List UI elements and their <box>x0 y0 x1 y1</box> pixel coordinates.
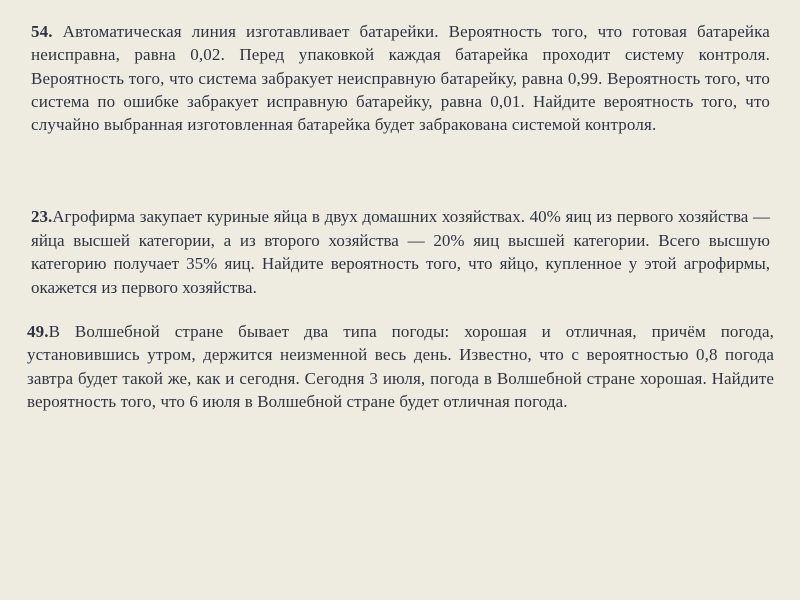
problem-number: 23. <box>31 207 53 226</box>
problem-number: 54. <box>31 22 53 41</box>
problem-text: Агрофирма закупает куриные яйца в двух домашних хозяйствах. 40% яиц из первого хозяйства — яйца высшей категории, а из второго хозяйства — 20% яиц высшей категории. Всего высшую категорию получает 35% яиц. Найдите вероятность того, что яйцо, купленное у этой агрофирмы, окажется из первого хозяйства. <box>31 207 770 297</box>
problem-number: 49. <box>27 322 49 341</box>
problem-54 <box>31 20 770 136</box>
problem-text: В Волшебной стране бывает два типа погоды: хорошая и отличная, причём погода, установившись утром, держится неизменной весь день. Известно, что с вероятностью 0,8 погода завтра будет такой же, как и сегодня. Сегодня 3 июля, погода в Волшебной стране хорошая. Найдите вероятность того, что 6 июля в Волшебной стране будет отличная погода. <box>27 322 774 411</box>
problem-49 <box>27 320 774 413</box>
problem-text: Автоматическая линия изготавливает батарейки. Вероятность того, что готовая батарейка неисправна, равна 0,02. Перед упаковкой каждая батарейка проходит систему контроля. Вероятность того, что система забракует неисправную батарейку, равна 0,99. Вероятность того, что система по ошибке забракует исправную батарейку, равна 0,01. Найдите вероятность того, что случайно выбранная изготовленная батарейка будет забракована системой контроля. <box>31 22 770 135</box>
problem-23 <box>31 205 770 299</box>
